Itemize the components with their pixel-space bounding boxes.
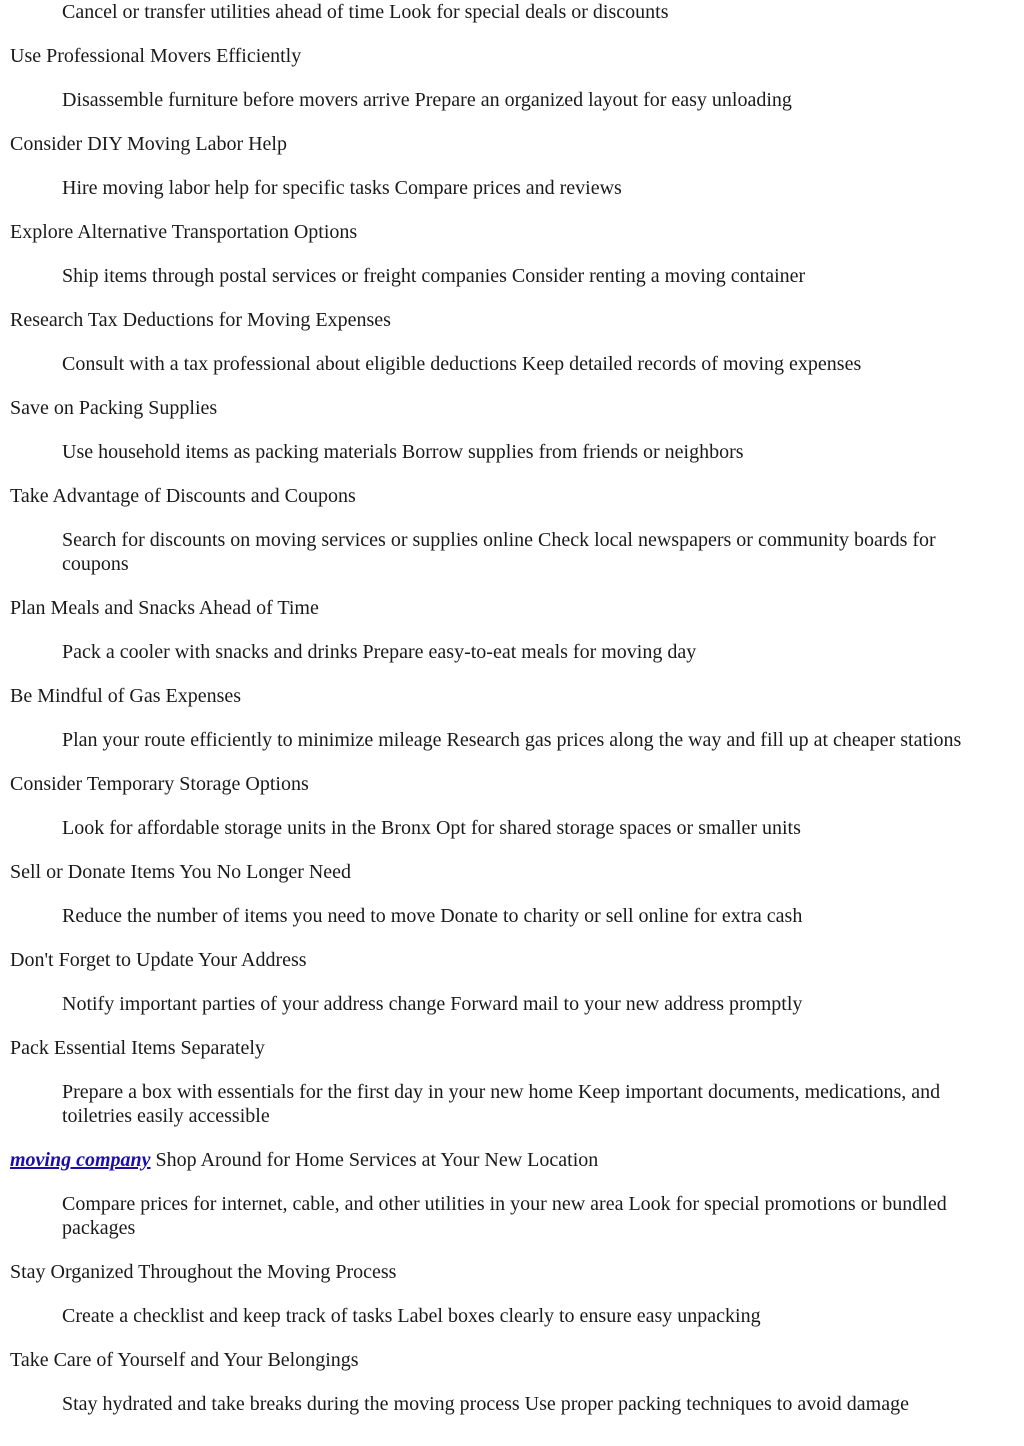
section-detail-meals: Pack a cooler with snacks and drinks Prepare easy-to-eat meals for moving day [62, 641, 697, 663]
section-detail-essentials: Prepare a box with essentials for the first day in your new home Keep important documents, medications, and toiletries easily accessible [62, 1081, 941, 1127]
section-detail-tax-deductions: Consult with a tax professional about eligible deductions Keep detailed records of moving expenses [62, 353, 862, 375]
section-detail-gas: Plan your route efficiently to minimize mileage Research gas prices along the way and fill up at cheaper stations [62, 729, 962, 751]
intro-detail: Cancel or transfer utilities ahead of time Look for special deals or discounts [62, 1, 669, 23]
section-heading-home-services-line [0, 1148, 1024, 1172]
section-heading-stay-organized: Stay Organized Throughout the Moving Process [10, 1261, 397, 1283]
section-detail-stay-organized: Create a checklist and keep track of tasks Label boxes clearly to ensure easy unpacking [62, 1305, 761, 1327]
section-detail-take-care: Stay hydrated and take breaks during the moving process Use proper packing techniques to avoid damage [62, 1393, 909, 1415]
section-heading-take-care: Take Care of Yourself and Your Belongings [10, 1349, 359, 1371]
moving-company-link[interactable]: moving company [10, 1149, 151, 1171]
section-heading-discounts: Take Advantage of Discounts and Coupons [10, 485, 356, 507]
section-heading-gas: Be Mindful of Gas Expenses [10, 685, 242, 707]
section-detail-storage: Look for affordable storage units in the Bronx Opt for shared storage spaces or smaller units [62, 817, 801, 839]
section-heading-professional-movers: Use Professional Movers Efficiently [10, 45, 302, 67]
section-detail-diy-labor: Hire moving labor help for specific tasks Compare prices and reviews [62, 177, 622, 199]
section-heading-storage: Consider Temporary Storage Options [10, 773, 309, 795]
section-heading-tax-deductions: Research Tax Deductions for Moving Expenses [10, 309, 391, 331]
section-detail-sell-donate: Reduce the number of items you need to move Donate to charity or sell online for extra cash [62, 905, 803, 927]
section-heading-packing-supplies: Save on Packing Supplies [10, 397, 218, 419]
section-heading-essentials: Pack Essential Items Separately [10, 1037, 265, 1059]
section-heading-sell-donate: Sell or Donate Items You No Longer Need [10, 861, 352, 883]
section-detail-update-address: Notify important parties of your address change Forward mail to your new address promptly [62, 993, 803, 1015]
section-heading-update-address: Don't Forget to Update Your Address [10, 949, 307, 971]
section-detail-professional-movers: Disassemble furniture before movers arrive Prepare an organized layout for easy unloading [62, 89, 792, 111]
section-detail-transportation: Ship items through postal services or freight companies Consider renting a moving container [62, 265, 806, 287]
section-heading-meals: Plan Meals and Snacks Ahead of Time [10, 597, 319, 619]
section-heading-home-services: Shop Around for Home Services at Your New Location [155, 1149, 599, 1171]
section-detail-discounts: Search for discounts on moving services or supplies online Check local newspapers or community boards for coupons [62, 529, 936, 575]
section-heading-transportation: Explore Alternative Transportation Options [10, 221, 358, 243]
section-heading-diy-labor: Consider DIY Moving Labor Help [10, 133, 287, 155]
section-detail-home-services: Compare prices for internet, cable, and other utilities in your new area Look for special promotions or bundled packages [62, 1193, 947, 1239]
section-detail-packing-supplies: Use household items as packing materials Borrow supplies from friends or neighbors [62, 441, 744, 463]
